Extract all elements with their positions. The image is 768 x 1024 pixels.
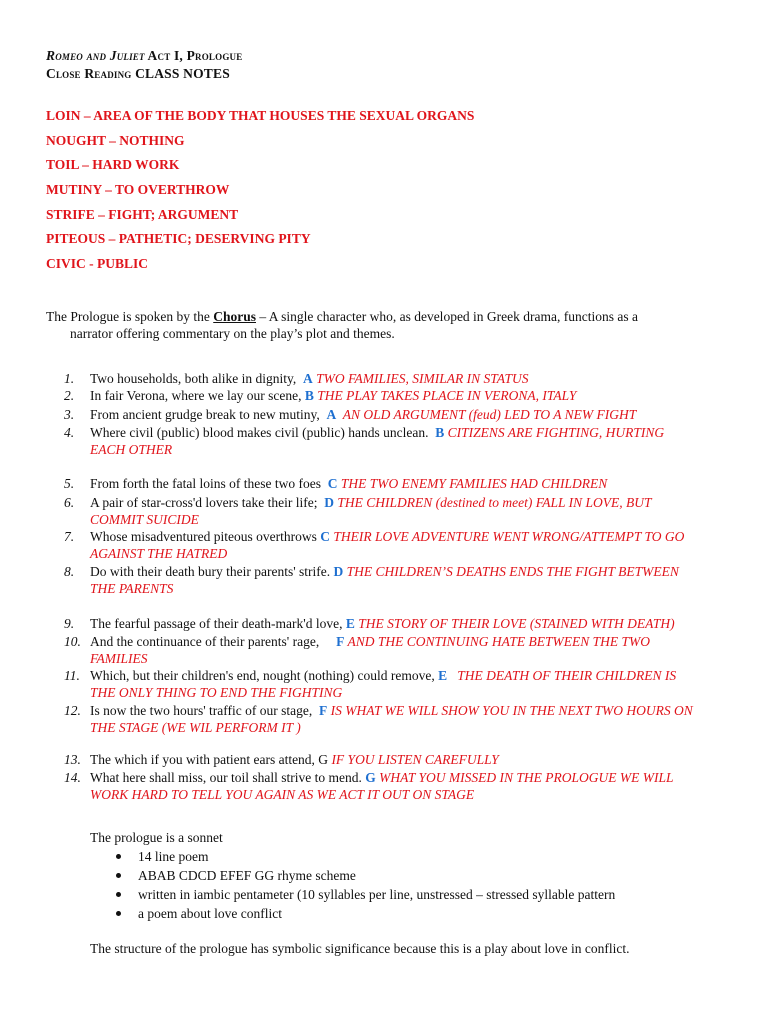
- line-content: [90, 475, 740, 492]
- line-text: Which, but their children's end, nought (nothing) could remove,: [90, 668, 439, 683]
- line-content: [90, 406, 740, 423]
- line-number: 6.: [64, 495, 75, 510]
- line-note-continuation: WORK HARD TO TELL YOU AGAIN AS WE ACT IT OUT ON STAGE: [90, 787, 475, 802]
- line-number: 10.: [64, 634, 81, 649]
- bullet-item: [90, 866, 730, 885]
- act-label: Act I, Prologue: [144, 48, 243, 63]
- line-note-continuation: FAMILIES: [90, 651, 148, 666]
- line-note-continuation: AGAINST THE HATRED: [90, 546, 228, 561]
- vocab-item: TOIL – HARD WORK: [46, 157, 180, 173]
- line-number: 13.: [64, 752, 81, 767]
- bullet-text: a poem about love conflict: [138, 906, 282, 921]
- structure-paragraph: The structure of the prologue has symbolic significance because this is a play about love in conflict.: [90, 941, 630, 956]
- line-number: 8.: [64, 564, 75, 579]
- bullet-item: [90, 847, 730, 866]
- line-note: THE TWO ENEMY FAMILIES HAD CHILDREN: [337, 476, 608, 491]
- sonnet-heading: The prologue is a sonnet: [90, 830, 223, 845]
- line-content: [90, 769, 740, 803]
- rhyme-letter: B: [435, 425, 445, 440]
- document-header: [46, 47, 242, 83]
- rhyme-letter: E: [345, 616, 355, 631]
- line-content: [90, 387, 740, 404]
- line-number: 1.: [64, 371, 75, 386]
- line-content: [90, 751, 740, 768]
- intro-continuation: narrator offering commentary on the play’s plot and themes.: [70, 326, 395, 341]
- line-number: 12.: [64, 703, 81, 718]
- line-note-continuation: COMMIT SUICIDE: [90, 512, 199, 527]
- line-content: [90, 633, 740, 667]
- line-content: [90, 563, 740, 597]
- line-note: IF YOU LISTEN CAREFULLY: [331, 752, 499, 767]
- vocab-item: MUTINY – TO OVERTHROW: [46, 182, 230, 198]
- line-note: THE CHILDREN’S DEATHS ENDS THE FIGHT BETWEEN: [343, 564, 679, 579]
- line-content: [90, 370, 740, 387]
- line-text: Where civil (public) blood makes civil (public) hands unclean.: [90, 425, 436, 440]
- line-content: [90, 615, 740, 632]
- bullet-icon: [116, 892, 121, 897]
- line-number: 11.: [64, 668, 80, 683]
- sonnet-section: [90, 828, 730, 923]
- rhyme-letter: E: [438, 668, 448, 683]
- line-text: Two households, both alike in dignity,: [90, 371, 304, 386]
- bullet-icon: [116, 873, 121, 878]
- line-number: 4.: [64, 425, 75, 440]
- vocab-item: STRIFE – FIGHT; ARGUMENT: [46, 206, 239, 222]
- vocab-item: LOIN – AREA OF THE BODY THAT HOUSES THE SEXUAL ORGANS: [46, 108, 475, 123]
- rhyme-letter: F: [319, 703, 328, 718]
- line-note-continuation: THE STAGE (WE WIL PERFORM IT ): [90, 720, 301, 735]
- line-text: In fair Verona, where we lay our scene,: [90, 388, 305, 403]
- vocabulary-list: [46, 108, 474, 281]
- line-note: THE CHILDREN (destined to meet) FALL IN LOVE, BUT: [333, 495, 652, 510]
- vocab-item: PITEOUS – PATHETIC; DESERVING PITY: [46, 231, 311, 247]
- line-content: [90, 702, 740, 736]
- line-text: What here shall miss, our toil shall strive to mend.: [90, 770, 366, 785]
- line-note: AND THE CONTINUING HATE BETWEEN THE TWO: [344, 634, 650, 649]
- bullet-icon: [116, 911, 121, 916]
- line-text: Do with their death bury their parents' strife.: [90, 564, 334, 579]
- line-text: And the continuance of their parents' rage,: [90, 634, 337, 649]
- sonnet-bullets: [90, 847, 730, 923]
- line-number: 5.: [64, 476, 75, 491]
- line-note: THE PLAY TAKES PLACE IN VERONA, ITALY: [313, 388, 577, 403]
- title-line: [46, 47, 242, 65]
- line-note-continuation: EACH OTHER: [90, 442, 173, 457]
- line-content: [90, 424, 740, 458]
- chorus-term: Chorus: [213, 309, 256, 324]
- vocab-item: CIVIC - PUBLIC: [46, 256, 149, 272]
- line-content: [90, 528, 740, 562]
- subtitle: Close Reading CLASS NOTES: [46, 66, 230, 81]
- line-note: THEIR LOVE ADVENTURE WENT WRONG/ATTEMPT TO GO: [329, 529, 685, 544]
- rhyme-letter: C: [320, 529, 330, 544]
- line-text: From ancient grudge break to new mutiny,: [90, 407, 327, 422]
- bullet-item: [90, 904, 730, 923]
- rhyme-letter: C: [327, 476, 338, 491]
- rhyme-letter: D: [324, 495, 334, 510]
- rhyme-letter: F: [336, 634, 345, 649]
- rhyme-letter: A: [303, 371, 313, 386]
- line-content: [90, 667, 740, 701]
- play-title: Romeo and Juliet: [46, 48, 145, 63]
- rhyme-letter: G: [365, 770, 376, 785]
- line-text: A pair of star-cross'd lovers take their life;: [90, 495, 325, 510]
- bullet-item: [90, 885, 730, 904]
- bullet-icon: [116, 854, 121, 859]
- line-note-continuation: THE PARENTS: [90, 581, 174, 596]
- bullet-text: written in iambic pentameter (10 syllables per line, unstressed – stressed syllable pattern: [138, 887, 616, 902]
- line-text: From forth the fatal loins of these two foes: [90, 476, 328, 491]
- line-note: IS WHAT WE WILL SHOW YOU IN THE NEXT TWO HOURS ON: [327, 703, 693, 718]
- rhyme-letter: B: [304, 388, 314, 403]
- line-text: The which if you with patient ears attend, G: [90, 752, 332, 767]
- line-content: [90, 494, 740, 528]
- line-text: The fearful passage of their death-mark'd love,: [90, 616, 346, 631]
- vocab-item: NOUGHT – NOTHING: [46, 132, 185, 148]
- line-note: AN OLD ARGUMENT (feud) LED TO A NEW FIGHT: [336, 407, 637, 422]
- intro-paragraph: [46, 308, 726, 342]
- line-note: CITIZENS ARE FIGHTING, HURTING: [444, 425, 665, 440]
- line-number: 2.: [64, 388, 75, 403]
- rhyme-letter: A: [326, 407, 337, 422]
- line-note: TWO FAMILIES, SIMILAR IN STATUS: [312, 371, 529, 386]
- line-text: Is now the two hours' traffic of our stage,: [90, 703, 320, 718]
- line-note-continuation: THE ONLY THING TO END THE FIGHTING: [90, 685, 343, 700]
- line-number: 14.: [64, 770, 81, 785]
- line-number: 9.: [64, 616, 75, 631]
- bullet-text: 14 line poem: [138, 849, 209, 864]
- line-number: 7.: [64, 529, 75, 544]
- line-note: WHAT YOU MISSED IN THE PROLOGUE WE WILL: [375, 770, 674, 785]
- intro-text: – A single character who, as developed in Greek drama, functions as a: [256, 309, 638, 324]
- line-note: THE DEATH OF THEIR CHILDREN IS: [447, 668, 677, 683]
- line-number: 3.: [64, 407, 75, 422]
- intro-text: The Prologue is spoken by the: [46, 309, 214, 324]
- line-note: THE STORY OF THEIR LOVE (STAINED WITH DEATH): [354, 616, 675, 631]
- bullet-text: ABAB CDCD EFEF GG rhyme scheme: [138, 868, 356, 883]
- line-text: Whose misadventured piteous overthrows: [90, 529, 321, 544]
- rhyme-letter: D: [333, 564, 344, 579]
